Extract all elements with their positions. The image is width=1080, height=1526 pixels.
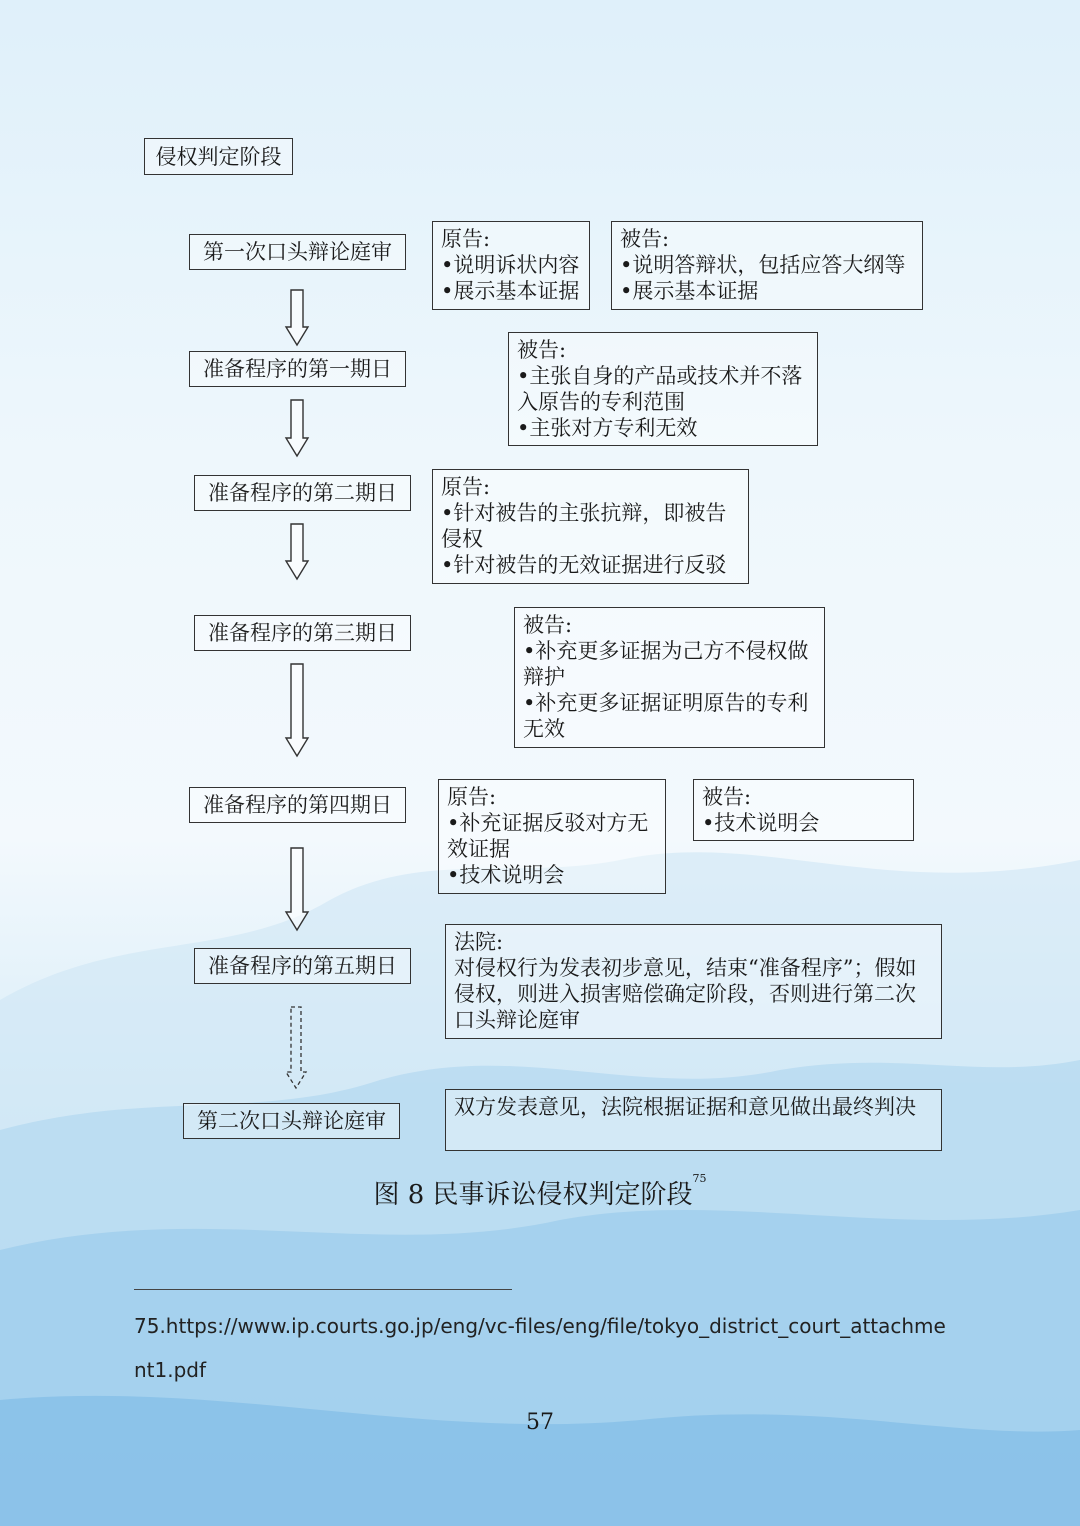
arrow-6-dashed (286, 1007, 306, 1088)
stage-prep-day-3: 准备程序的第三期日 (194, 615, 411, 651)
figure-caption (0, 1174, 1080, 1211)
footnote-divider (134, 1289, 512, 1290)
arrow-3 (286, 524, 308, 579)
footnote-ref: 75 (692, 1172, 707, 1185)
section-title: 侵权判定阶段 (144, 138, 293, 175)
arrow-4 (286, 664, 308, 756)
stage-second-oral-hearing: 第二次口头辩论庭审 (183, 1103, 400, 1139)
note-plaintiff-prep-4: 原告: •补充证据反驳对方无效证据 •技术说明会 (438, 779, 666, 894)
footnote-url: 75.https://www.ip.courts.go.jp/eng/vc-files/eng/file/tokyo_district_court_attachment1.pdf (134, 1314, 946, 1382)
note-plaintiff-hearing-1: 原告: •说明诉状内容 •展示基本证据 (432, 221, 590, 310)
note-defendant-prep-1: 被告: •主张自身的产品或技术并不落入原告的专利范围 •主张对方专利无效 (508, 332, 818, 446)
note-final-judgment: 双方发表意见，法院根据证据和意见做出最终判决 (445, 1089, 942, 1151)
note-defendant-hearing-1: 被告: •说明答辩状，包括应答大纲等 •展示基本证据 (611, 221, 923, 310)
page-number: 57 (526, 1410, 554, 1435)
arrow-1 (286, 290, 308, 345)
figure-caption-text: 图 8 民事诉讼侵权判定阶段 (373, 1180, 693, 1210)
stage-first-oral-hearing: 第一次口头辩论庭审 (189, 234, 406, 270)
note-defendant-prep-3: 被告: •补充更多证据为己方不侵权做辩护 •补充更多证据证明原告的专利无效 (514, 607, 825, 748)
note-plaintiff-prep-2: 原告: •针对被告的主张抗辩，即被告侵权 •针对被告的无效证据进行反驳 (432, 469, 749, 584)
stage-prep-day-4: 准备程序的第四期日 (189, 787, 406, 823)
note-defendant-prep-4: 被告: •技术说明会 (693, 779, 914, 841)
stage-prep-day-2: 准备程序的第二期日 (194, 475, 411, 511)
note-court-prep-5: 法院: 对侵权行为发表初步意见，结束“准备程序”；假如侵权，则进入损害赔偿确定阶段，否则进行第二次口头辩论庭审 (445, 924, 942, 1039)
arrow-2 (286, 400, 308, 456)
stage-prep-day-5: 准备程序的第五期日 (194, 948, 411, 984)
arrow-5 (286, 848, 308, 930)
stage-prep-day-1: 准备程序的第一期日 (189, 351, 406, 387)
